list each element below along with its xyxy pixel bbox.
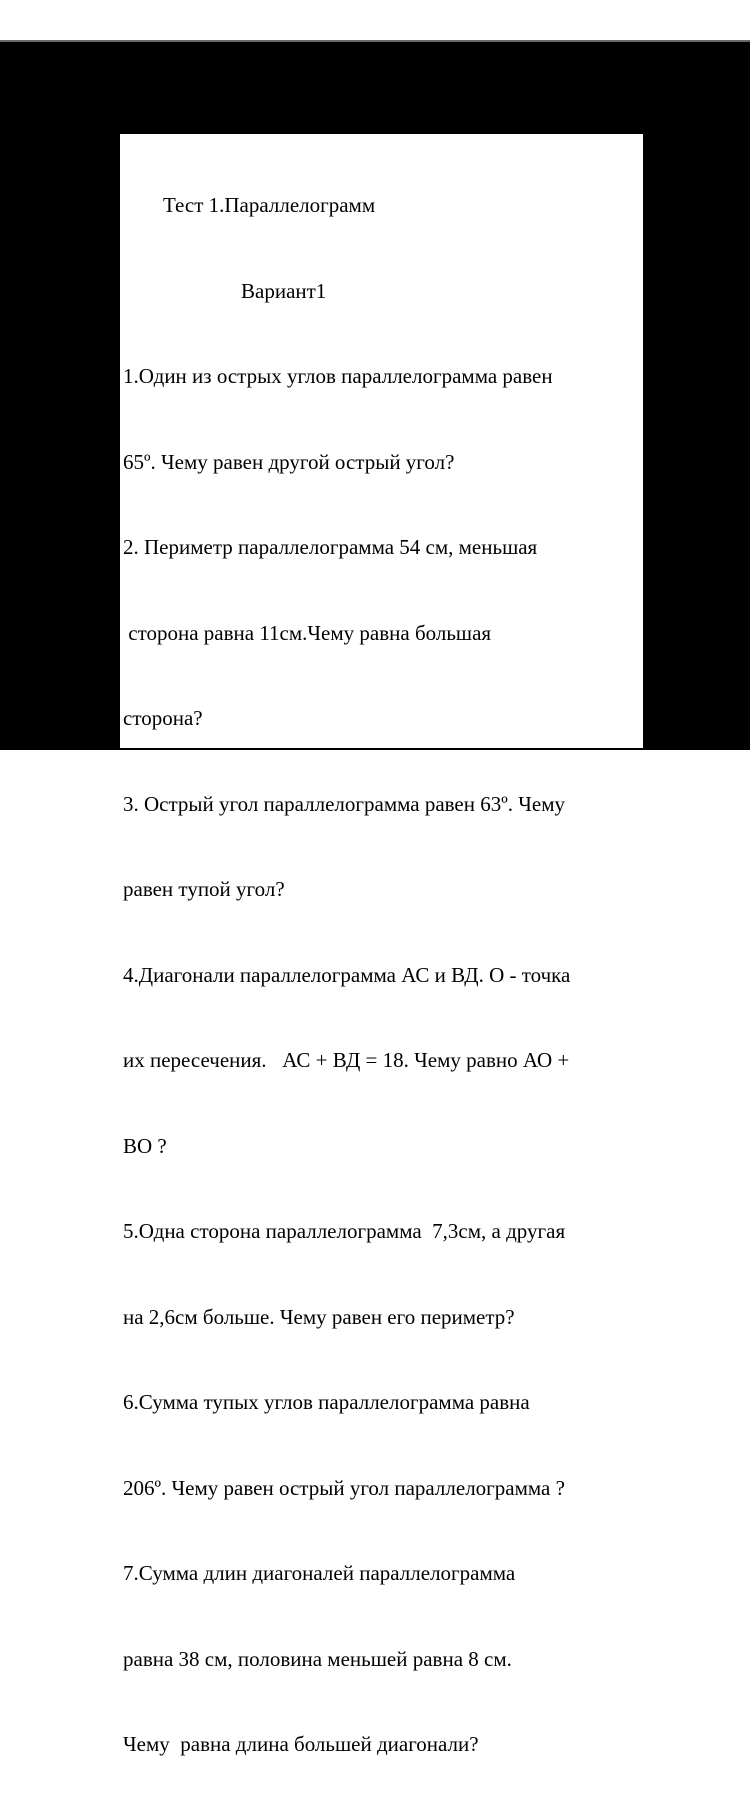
text-line: 1.Один из острых углов параллелограмма равен	[123, 364, 553, 388]
text-line: 7.Сумма длин диагоналей параллелограмма	[123, 1561, 516, 1585]
text-line: сторона?	[123, 706, 203, 730]
text-line: 5.Одна сторона параллелограмма 7,3см, а другая	[123, 1219, 566, 1243]
text-line: 3. Острый угол параллелограмма равен 63º. Чему	[123, 791, 566, 816]
text-line: 65º. Чему равен другой острый угол?	[123, 449, 455, 474]
text-line: Чему равна длина большей диагонали?	[123, 1732, 479, 1756]
document-variant: Вариант1	[241, 278, 327, 303]
test-sheet	[120, 134, 643, 1756]
text-line: равна 38 см, половина меньшей равна 8 см.	[123, 1646, 512, 1671]
text-line: 206º. Чему равен острый угол параллелограмма ?	[123, 1475, 565, 1500]
text-line: 2. Периметр параллелограмма 54 см, меньшая	[123, 535, 538, 559]
text-line: 6.Сумма тупых углов параллелограмма равна	[123, 1390, 530, 1414]
text-line: равен тупой угол?	[123, 877, 285, 901]
text-line: 4.Диагонали параллелограмма АС и ВД. О - точка	[123, 962, 571, 987]
text-line: ВО ?	[123, 1133, 167, 1158]
document-title: Тест 1.Параллелограмм	[163, 193, 376, 217]
text-line: их пересечения. АС + ВД = 18. Чему равно АО +	[123, 1048, 570, 1072]
document-body	[123, 134, 645, 1816]
photo-frame	[0, 40, 750, 1756]
text-line: на 2,6см больше. Чему равен его периметр?	[123, 1304, 515, 1329]
text-line: сторона равна 11см.Чему равна большая	[123, 620, 492, 645]
